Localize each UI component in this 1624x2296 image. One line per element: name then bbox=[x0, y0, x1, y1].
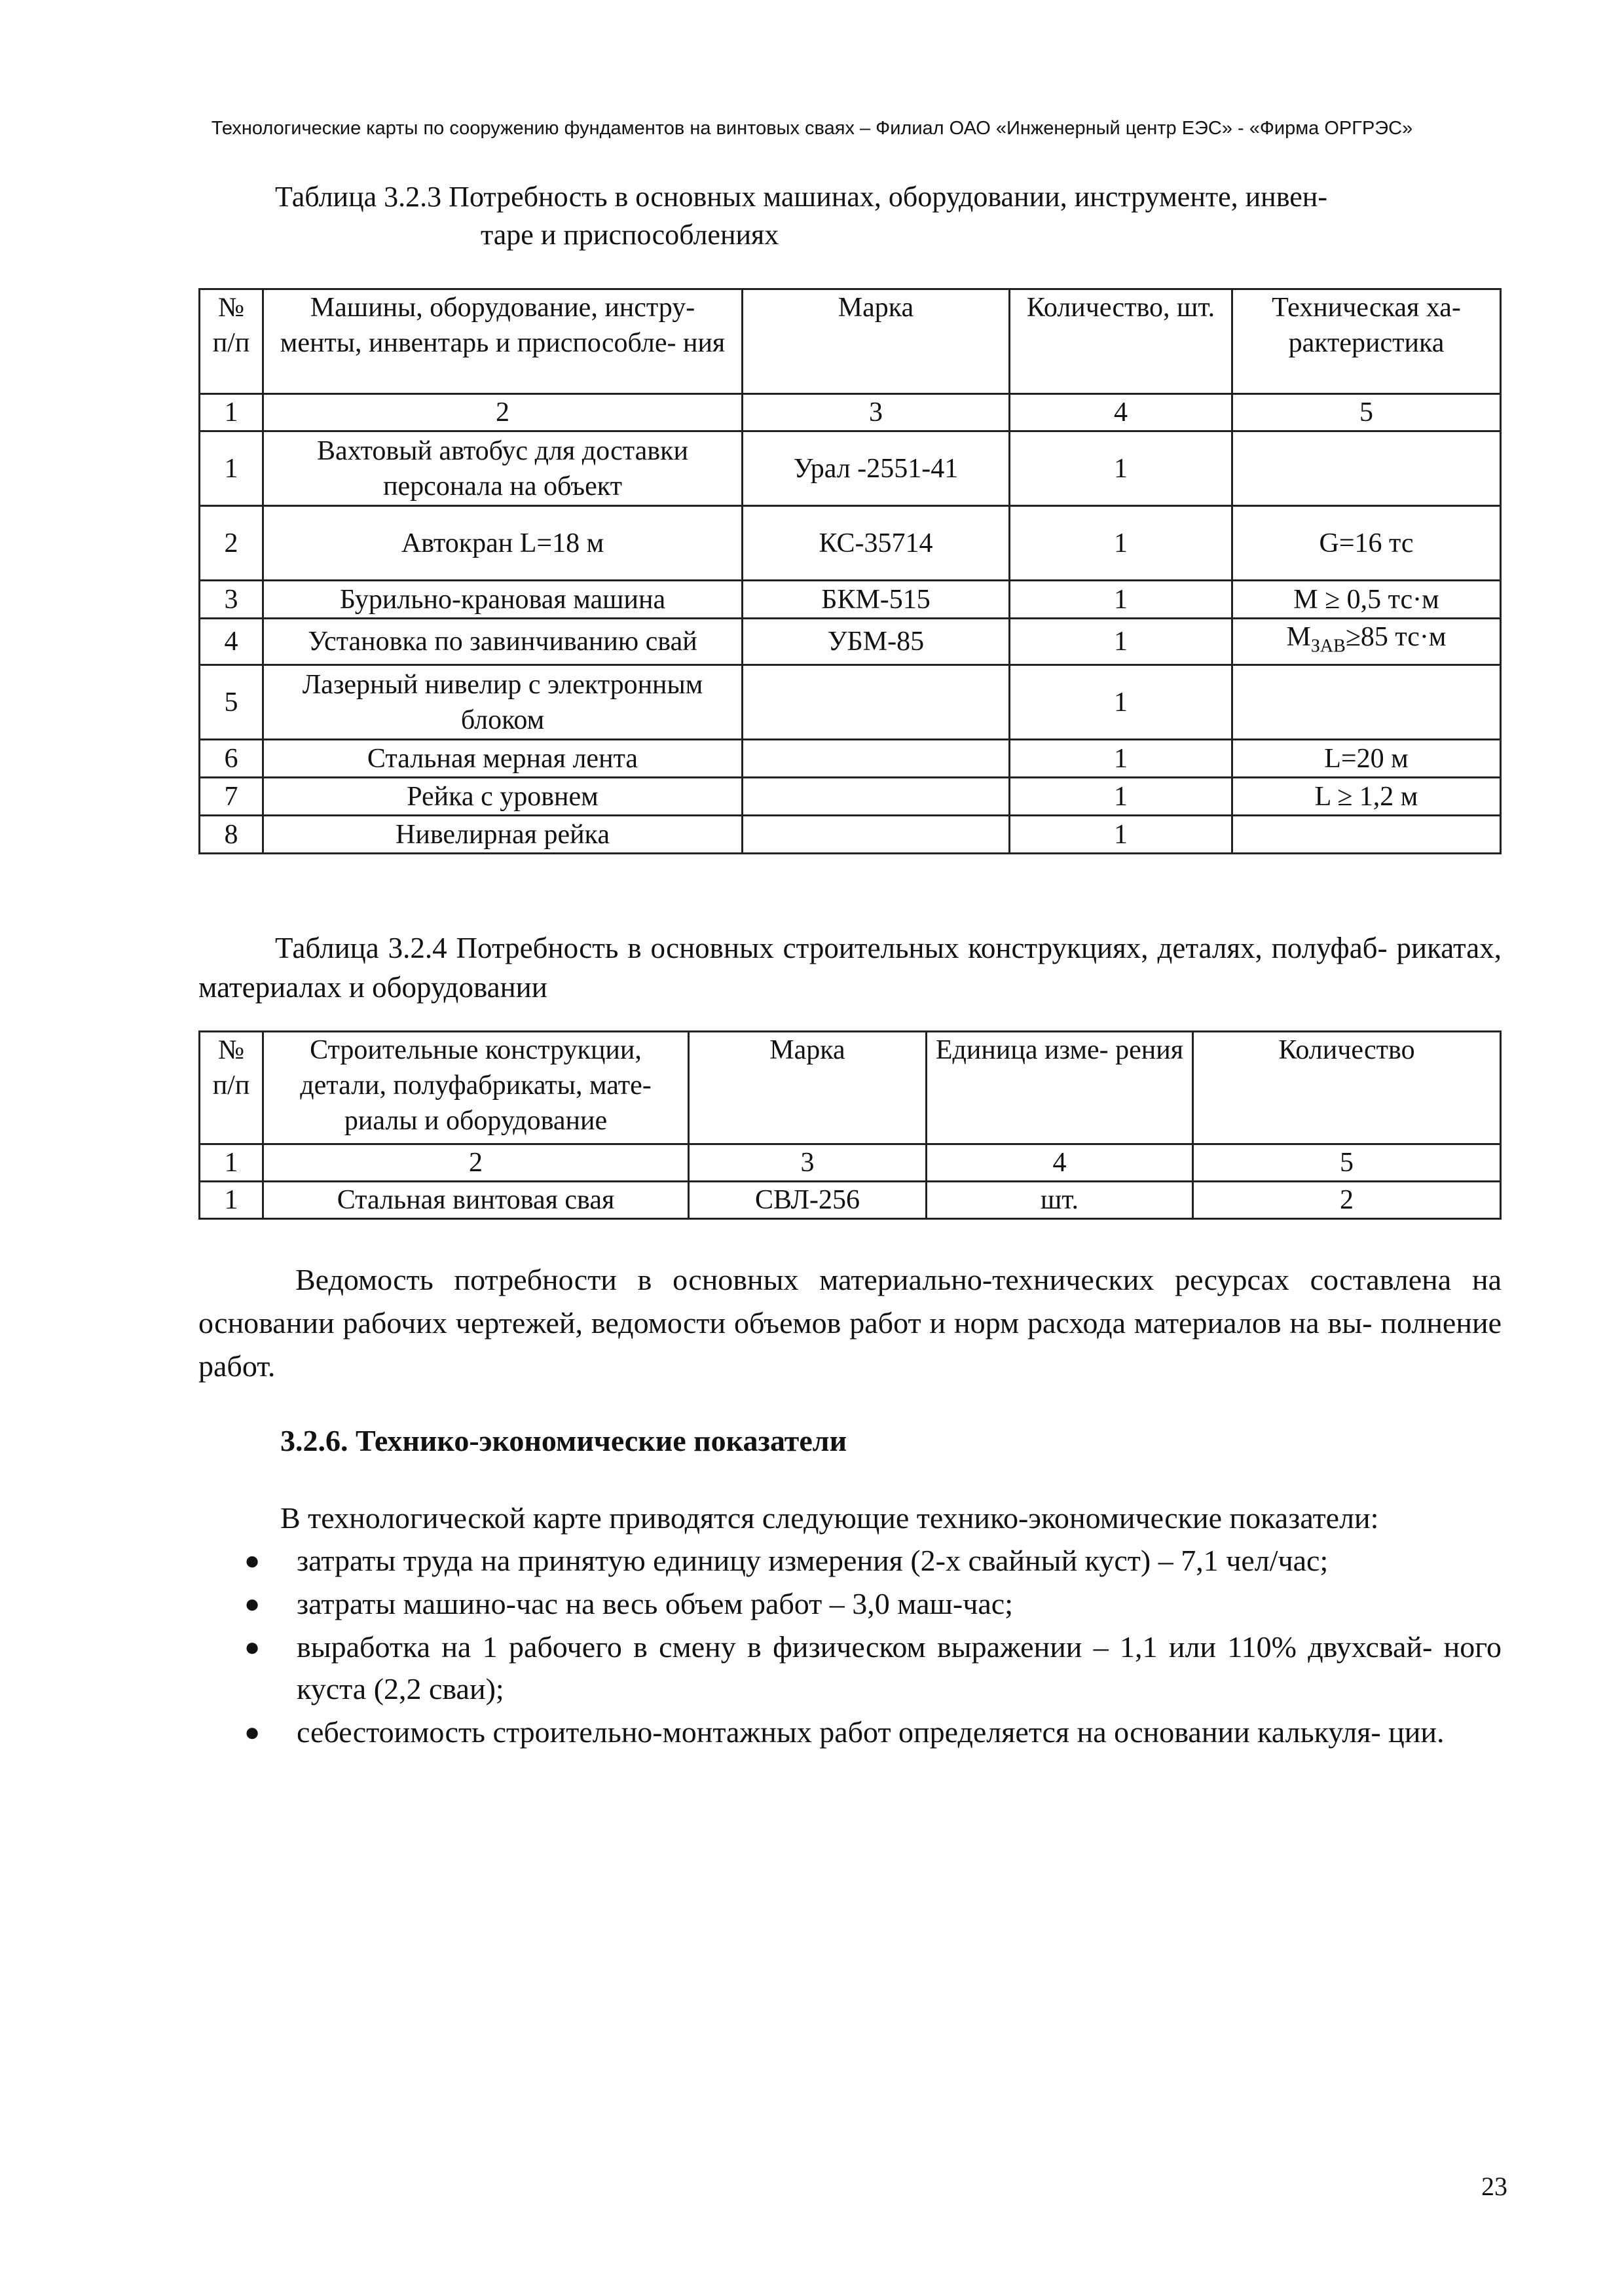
row-quantity: 2 bbox=[1193, 1182, 1501, 1219]
row-spec bbox=[1232, 619, 1501, 665]
table-row bbox=[200, 740, 1501, 778]
list-item bbox=[198, 1626, 1502, 1710]
column-number-row bbox=[200, 394, 1501, 431]
col-number-cell: 5 bbox=[1232, 394, 1501, 431]
row-name: Лазерный нивелир с электронным блоком bbox=[263, 665, 743, 740]
row-name: Бурильно-крановая машина bbox=[263, 581, 743, 619]
page-number: 23 bbox=[1481, 2172, 1507, 2201]
col-number-cell: 1 bbox=[200, 1144, 263, 1182]
bullet-icon: ● bbox=[244, 1546, 261, 1575]
spec-subscript: ЗАВ bbox=[1310, 636, 1346, 657]
row-spec: М ≥ 0,5 тс·м bbox=[1232, 581, 1501, 619]
list-item-text: затраты труда на принятую единицу измерения (2-х свайный куст) – 7,1 чел/час; bbox=[297, 1544, 1329, 1577]
col-header-number: № п/п bbox=[200, 1032, 263, 1144]
row-name: Стальная винтовая свая bbox=[263, 1182, 689, 1219]
row-spec: L ≥ 1,2 м bbox=[1232, 778, 1501, 816]
table-header-row bbox=[200, 1032, 1501, 1144]
table1-caption-line1: Таблица 3.2.3 Потребность в основных машинах, оборудовании, инструменте, инвен- bbox=[275, 181, 1327, 213]
row-name: Вахтовый автобус для доставки персонала на объект bbox=[263, 431, 743, 506]
row-number: 5 bbox=[200, 665, 263, 740]
col-number-cell: 1 bbox=[200, 394, 263, 431]
table-row bbox=[200, 506, 1501, 581]
row-brand bbox=[743, 740, 1010, 778]
col-number-cell: 3 bbox=[689, 1144, 927, 1182]
table-row bbox=[200, 619, 1501, 665]
row-quantity: 1 bbox=[1010, 740, 1232, 778]
section-title: 3.2.6. Технико-экономические показатели bbox=[280, 1424, 847, 1457]
row-brand: Урал -2551-41 bbox=[743, 431, 1010, 506]
col-number-cell: 4 bbox=[927, 1144, 1193, 1182]
resources-paragraph: Ведомость потребности в основных материально-технических ресурсах составлена на основании рабочих чертежей, ведомости объемов работ и норм расхода материалов на вы- полнение работ. bbox=[198, 1263, 1502, 1383]
col-header-spec: Техническая ха- рактеристика bbox=[1232, 289, 1501, 394]
table1-caption-line2: таре и приспособлениях bbox=[481, 219, 779, 251]
row-number: 4 bbox=[200, 619, 263, 665]
row-number: 2 bbox=[200, 506, 263, 581]
list-item bbox=[198, 1711, 1502, 1753]
row-brand: УБМ-85 bbox=[743, 619, 1010, 665]
list-item bbox=[198, 1540, 1502, 1582]
row-number: 8 bbox=[200, 816, 263, 854]
bullet-icon: ● bbox=[244, 1717, 261, 1747]
row-spec bbox=[1232, 816, 1501, 854]
indicators-list bbox=[198, 1540, 1502, 1755]
table2-caption: Таблица 3.2.4 Потребность в основных строительных конструкциях, деталях, полуфаб- рикатах, материалах и оборудовании bbox=[198, 932, 1502, 1004]
col-header-brand: Марка bbox=[689, 1032, 927, 1144]
row-quantity: 1 bbox=[1010, 431, 1232, 506]
row-number: 1 bbox=[200, 1182, 263, 1219]
col-number-cell: 2 bbox=[263, 1144, 689, 1182]
row-brand: КС-35714 bbox=[743, 506, 1010, 581]
column-number-row bbox=[200, 1144, 1501, 1182]
col-header-name: Машины, оборудование, инстру- менты, инвентарь и приспособле- ния bbox=[263, 289, 743, 394]
materials-table bbox=[198, 1030, 1502, 1220]
row-quantity: 1 bbox=[1010, 581, 1232, 619]
row-quantity: 1 bbox=[1010, 665, 1232, 740]
row-quantity: 1 bbox=[1010, 506, 1232, 581]
col-header-name: Строительные конструкции, детали, полуфабрикаты, мате- риалы и оборудование bbox=[263, 1032, 689, 1144]
col-header-quantity: Количество, шт. bbox=[1010, 289, 1232, 394]
row-spec bbox=[1232, 431, 1501, 506]
col-number-cell: 5 bbox=[1193, 1144, 1501, 1182]
table-row bbox=[200, 665, 1501, 740]
bullet-icon: ● bbox=[244, 1589, 261, 1618]
row-number: 1 bbox=[200, 431, 263, 506]
table1-caption bbox=[275, 178, 1519, 254]
col-number-cell: 3 bbox=[743, 394, 1010, 431]
col-header-quantity: Количество bbox=[1193, 1032, 1501, 1144]
list-item bbox=[198, 1583, 1502, 1625]
row-brand bbox=[743, 665, 1010, 740]
col-header-brand: Марка bbox=[743, 289, 1010, 394]
machines-table bbox=[198, 288, 1502, 854]
section-intro: В технологической карте приводятся следующие технико-экономические показатели: bbox=[280, 1501, 1379, 1535]
spec-value: ≥85 тс·м bbox=[1345, 622, 1447, 652]
list-item-text: затраты машино-час на весь объем работ – 3,0 маш-час; bbox=[297, 1587, 1013, 1620]
row-brand: СВЛ-256 bbox=[689, 1182, 927, 1219]
row-number: 3 bbox=[200, 581, 263, 619]
row-spec: G=16 тс bbox=[1232, 506, 1501, 581]
table-row bbox=[200, 431, 1501, 506]
col-number-cell: 4 bbox=[1010, 394, 1232, 431]
row-quantity: 1 bbox=[1010, 778, 1232, 816]
col-header-unit: Единица изме- рения bbox=[927, 1032, 1193, 1144]
row-brand: БКМ-515 bbox=[743, 581, 1010, 619]
row-name: Автокран L=18 м bbox=[263, 506, 743, 581]
col-number-cell: 2 bbox=[263, 394, 743, 431]
row-spec: L=20 м bbox=[1232, 740, 1501, 778]
row-quantity: 1 bbox=[1010, 816, 1232, 854]
row-number: 6 bbox=[200, 740, 263, 778]
row-brand bbox=[743, 778, 1010, 816]
row-brand bbox=[743, 816, 1010, 854]
row-unit: шт. bbox=[927, 1182, 1193, 1219]
row-name: Стальная мерная лента bbox=[263, 740, 743, 778]
table-row bbox=[200, 1182, 1501, 1219]
table-row bbox=[200, 581, 1501, 619]
spec-symbol: М bbox=[1286, 622, 1311, 652]
col-header-number: № п/п bbox=[200, 289, 263, 394]
list-item-text: себестоимость строительно-монтажных работ определяется на основании калькуля- ции. bbox=[297, 1715, 1445, 1749]
list-item-text: выработка на 1 рабочего в смену в физическом выражении – 1,1 или 110% двухсвай- ного куста (2,2 сваи); bbox=[297, 1630, 1502, 1705]
table-row bbox=[200, 816, 1501, 854]
row-name: Рейка с уровнем bbox=[263, 778, 743, 816]
row-name: Нивелирная рейка bbox=[263, 816, 743, 854]
bullet-icon: ● bbox=[244, 1632, 261, 1662]
table-header-row bbox=[200, 289, 1501, 394]
row-spec bbox=[1232, 665, 1501, 740]
table-row bbox=[200, 778, 1501, 816]
running-header: Технологические карты по сооружению фундаментов на винтовых сваях – Филиал ОАО «Инженерный центр ЕЭС» - «Фирма ОРГРЭС» bbox=[211, 118, 1413, 139]
row-number: 7 bbox=[200, 778, 263, 816]
row-quantity: 1 bbox=[1010, 619, 1232, 665]
row-name: Установка по завинчиванию свай bbox=[263, 619, 743, 665]
